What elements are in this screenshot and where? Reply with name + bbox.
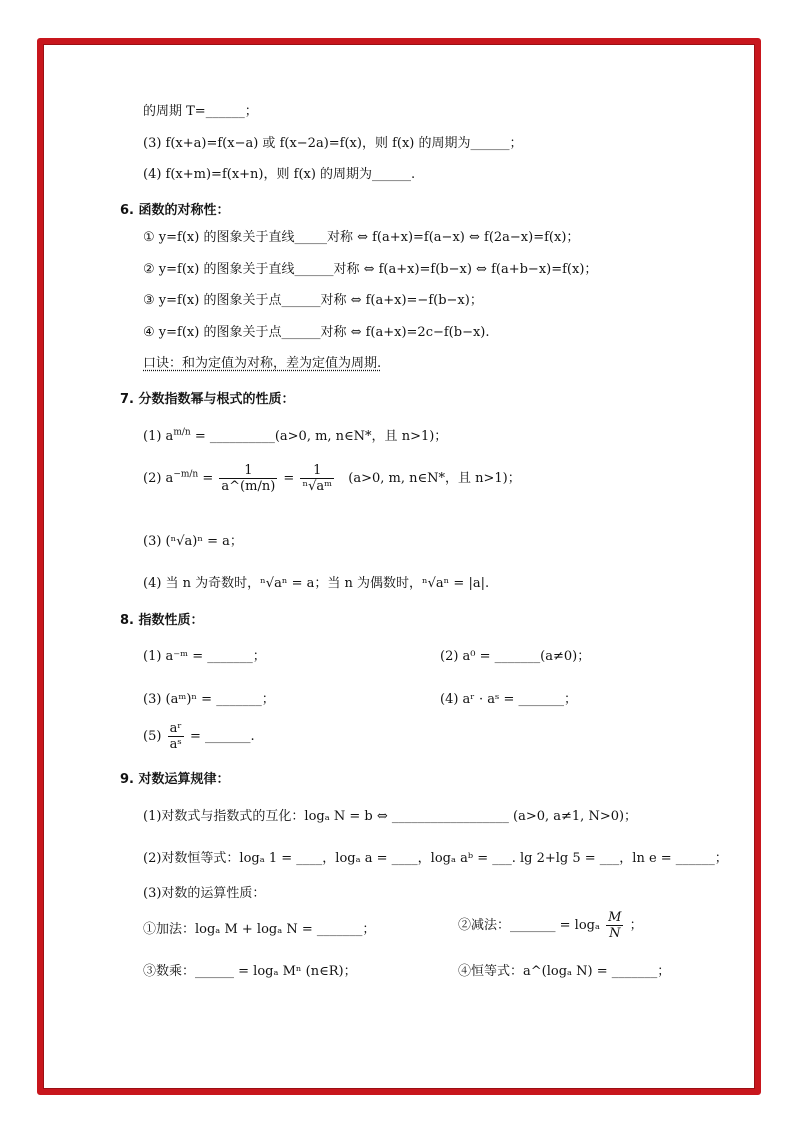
log-add: ①加法：logₐ M + logₐ N = _______； [143,922,376,937]
periodicity-item-3: (3) f(x+a)=f(x−a) 或 f(x−2a)=f(x)，则 f(x) 的周期为______； [143,136,523,151]
log-identity: ④恒等式：a^(logₐ N) = _______； [458,964,671,979]
exp-prop-2: (2) a⁰ = _______(a≠0)； [440,649,591,664]
log-line-3: (3)对数的运算性质： [143,886,266,901]
frac-exp-line-1 [143,425,447,444]
frac-exp-1-base: (1) a [143,429,174,444]
exp-prop-5: (5) $\frac{\text{aʳ}}{\text{aˢ}}$ = _______. [143,721,255,752]
section-8-heading: 8. 指数性质： [120,613,204,628]
log-multiply: ③数乘：______ = logₐ Mⁿ (n∈R)； [143,964,357,979]
log-subtract: ②减法：_______ = logₐ $\frac{M}{N}$ ； [458,910,643,941]
log-line-2: (2)对数恒等式：logₐ 1 = ____，logₐ a = ____，logₐ aᵇ = ___. lg 2+lg 5 = ___，ln e = ______； [143,851,728,866]
exp-prop-5-fraction: $\frac{\text{aʳ}}{\text{aˢ}}$ [169,721,182,752]
section-7-heading: 7. 分数指数幂与根式的性质： [120,392,295,407]
exp-prop-4: (4) aʳ · aˢ = _______； [440,692,577,707]
section-9-heading: 9. 对数运算规律： [120,772,230,787]
symmetry-line-3: ③ y=f(x) 的图象关于点______对称 ⇔ f(a+x)=−f(b−x)； [143,293,483,308]
symmetry-line-4: ④ y=f(x) 的图象关于点______对称 ⇔ f(a+x)=2c−f(b−x). [143,325,490,340]
frac-exp-line-4: (4) 当 n 为奇数时，ⁿ√aⁿ = a；当 n 为偶数时，ⁿ√aⁿ = |a|. [143,576,490,591]
frac-exp-1-rest: = __________(a>0, m, n∈N*，且 n>1)； [190,429,448,444]
frac-exp-2-exponent: −m/n [173,469,199,480]
symmetry-line-1: ① y=f(x) 的图象关于直线_____对称 ⇔ f(a+x)=f(a−x) ⇔ f(2a−x)=f(x)； [143,230,580,245]
frac-exp-1-exponent: m/n [173,427,191,438]
frac-exp-2-fraction-b: $\frac{1}{\text{ⁿ√aᵐ}}$ [302,463,333,494]
period-T-line: 的周期 T=______； [143,104,258,119]
frac-exp-2-base: (2) a [143,471,174,486]
log-subtract-fraction: $\frac{M}{N}$ [608,910,622,941]
mnemonic: 口诀：和为定值为对称，差为定值为周期. [143,356,382,371]
frac-exp-line-3: (3) (ⁿ√a)ⁿ = a； [143,534,243,549]
frac-exp-2-condition: (a>0, m, n∈N*，且 n>1)； [348,471,521,486]
frac-exp-line-2: (2) $a^{-m/n}$ = $\frac{1}{a\^{}(m/n)}$ = $\frac{1}{\text{ⁿ√aᵐ}}$ (a>0, m, n∈N*，且 n>1)； [143,463,521,494]
periodicity-item-4: (4) f(x+m)=f(x+n)，则 f(x) 的周期为______. [143,167,416,182]
section-6-heading: 6. 函数的对称性： [120,203,230,218]
symmetry-line-2: ② y=f(x) 的图象关于直线______对称 ⇔ f(a+x)=f(b−x) ⇔ f(a+b−x)=f(x)； [143,262,598,277]
exp-prop-1: (1) a⁻ᵐ = _______； [143,649,266,664]
log-line-1: (1)对数式与指数式的互化：logₐ N = b ⇔ __________________ (a>0, a≠1, N>0)； [143,809,638,824]
exp-prop-3: (3) (aᵐ)ⁿ = _______； [143,692,275,707]
frac-exp-2-fraction-a: $\frac{1}{a\^{}(m/n)}$ [221,463,276,494]
